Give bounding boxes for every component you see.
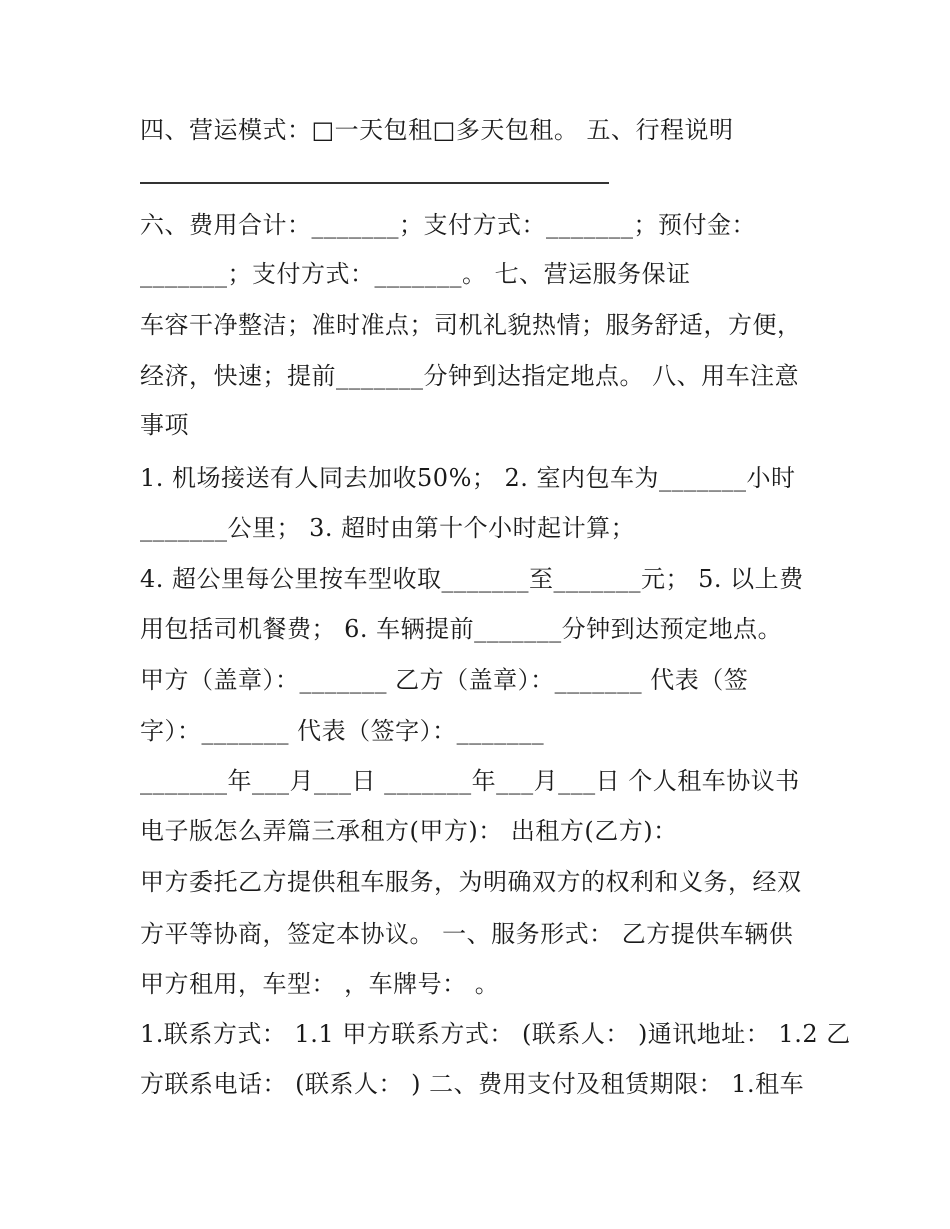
text-line-contact: 1.联系方式： 1.1 甲方联系方式： (联系人： )通讯地址： 1.2 乙 bbox=[140, 1020, 851, 1048]
text-line-vehicle: 甲方租用，车型： ，车牌号： 。 bbox=[140, 970, 500, 998]
text-line-note-1-2: 1. 机场接送有人同去加收50%； 2. 室内包车为_______小时 bbox=[140, 464, 796, 492]
text-line-seals: 甲方（盖章）：_______ 乙方（盖章）：_______ 代表（签 bbox=[140, 666, 749, 694]
text-line-note-3: _______公里； 3. 超时由第十个小时起计算； bbox=[140, 514, 636, 542]
text-line-arrival: 经济，快速；提前_______分钟到达指定地点。 八、用车注意 bbox=[140, 362, 800, 390]
text-line-dates: _______年___月___日 _______年___月___日 个人租车协议书 bbox=[140, 767, 800, 795]
text-line-notes-heading: 事项 bbox=[140, 411, 189, 439]
text-line-total-cost: 六、费用合计：_______；支付方式：_______；预付金： bbox=[140, 211, 756, 239]
text-line-service-form: 方平等协商，签定本协议。 一、服务形式： 乙方提供车辆供 bbox=[140, 920, 794, 948]
text-line-fees-term: 方联系电话： (联系人： ) 二、费用支付及租赁期限： 1.租车 bbox=[140, 1070, 805, 1098]
text-line-parties: 电子版怎么弄篇三承租方(甲方)： 出租方(乙方)： bbox=[140, 817, 678, 845]
text-line-entrust: 甲方委托乙方提供租车服务，为明确双方的权利和义务，经双 bbox=[140, 868, 802, 896]
itinerary-blank-underline bbox=[140, 182, 609, 184]
text-line-service-guarantee: 车容干净整洁；准时准点；司机礼貌热情；服务舒适，方便， bbox=[140, 311, 802, 339]
text-line-note-6: 用包括司机餐费； 6. 车辆提前_______分钟到达预定地点。 bbox=[140, 615, 783, 643]
text-line-signatures: 字）：_______ 代表（签字）：_______ bbox=[140, 717, 545, 745]
text-line-note-4-5: 4. 超公里每公里按车型收取_______至_______元； 5. 以上费 bbox=[140, 565, 804, 593]
text-line-payment: _______；支付方式：_______。 七、营运服务保证 bbox=[140, 260, 691, 288]
text-line-operation-mode: 四、营运模式：□一天包租□多天包租。 五、行程说明 bbox=[140, 116, 734, 144]
